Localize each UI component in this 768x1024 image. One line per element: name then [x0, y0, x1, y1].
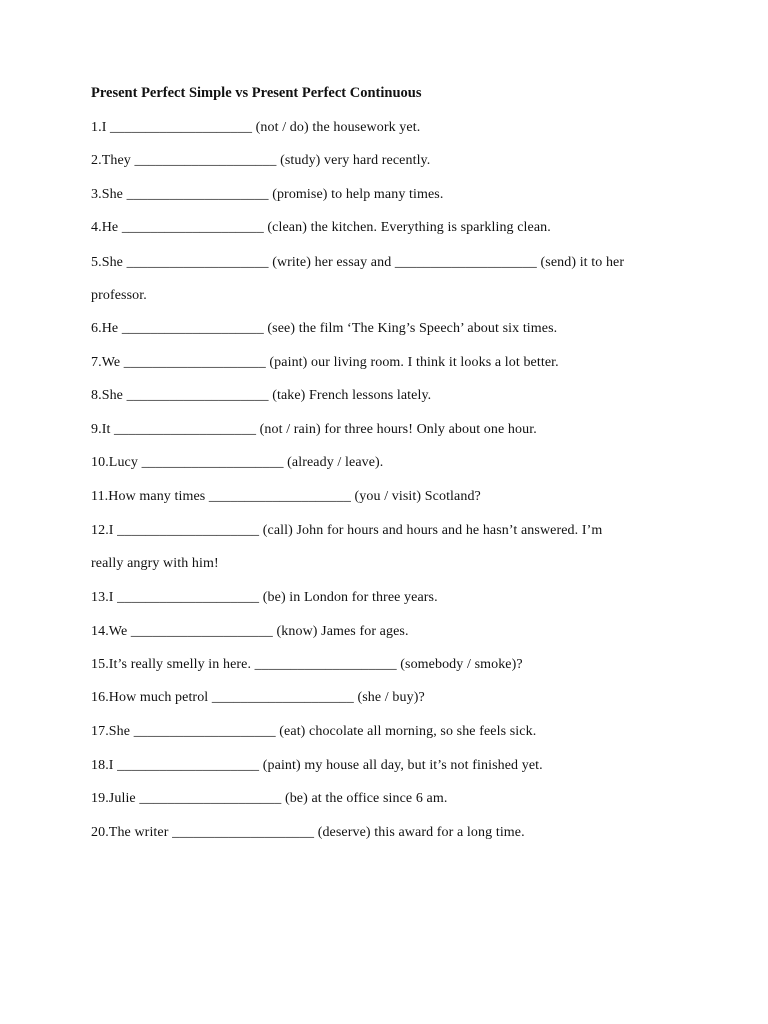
exercise-line: 8.She ____________________ (take) French lessons lately. — [91, 388, 432, 403]
exercise-line: 1.I ____________________ (not / do) the housework yet. — [91, 120, 421, 135]
exercise-line: 20.The writer ____________________ (deserve) this award for a long time. — [91, 825, 525, 840]
page-title: Present Perfect Simple vs Present Perfect Continuous — [91, 85, 422, 101]
exercise-line: 18.I ____________________ (paint) my house all day, but it’s not finished yet. — [91, 758, 543, 773]
exercise-line: 4.He ____________________ (clean) the kitchen. Everything is sparkling clean. — [91, 220, 551, 235]
exercise-line: 16.How much petrol ____________________ (she / buy)? — [91, 690, 425, 705]
exercise-line-continuation: really angry with him! — [91, 556, 219, 571]
exercise-line: 10.Lucy ____________________ (already / leave). — [91, 455, 384, 470]
exercise-line: 6.He ____________________ (see) the film ‘The King’s Speech’ about six times. — [91, 321, 558, 336]
exercise-line: 13.I ____________________ (be) in London for three years. — [91, 590, 438, 605]
exercise-line: 11.How many times ____________________ (you / visit) Scotland? — [91, 489, 481, 504]
exercise-line: 3.She ____________________ (promise) to help many times. — [91, 187, 444, 202]
exercise-line: 15.It’s really smelly in here. ____________________ (somebody / smoke)? — [91, 657, 523, 672]
exercise-line: 7.We ____________________ (paint) our living room. I think it looks a lot better. — [91, 355, 559, 370]
exercise-line: 2.They ____________________ (study) very hard recently. — [91, 153, 431, 168]
exercise-line: 12.I ____________________ (call) John for hours and hours and he hasn’t answered. I’m — [91, 523, 603, 538]
exercise-line: 14.We ____________________ (know) James for ages. — [91, 624, 409, 639]
exercise-line: 9.It ____________________ (not / rain) for three hours! Only about one hour. — [91, 422, 537, 437]
exercise-line-continuation: professor. — [91, 288, 147, 303]
exercise-line: 17.She ____________________ (eat) chocolate all morning, so she feels sick. — [91, 724, 537, 739]
exercise-line: 19.Julie ____________________ (be) at the office since 6 am. — [91, 791, 448, 806]
exercise-line: 5.She ____________________ (write) her essay and ____________________ (send) it to her — [91, 255, 625, 270]
